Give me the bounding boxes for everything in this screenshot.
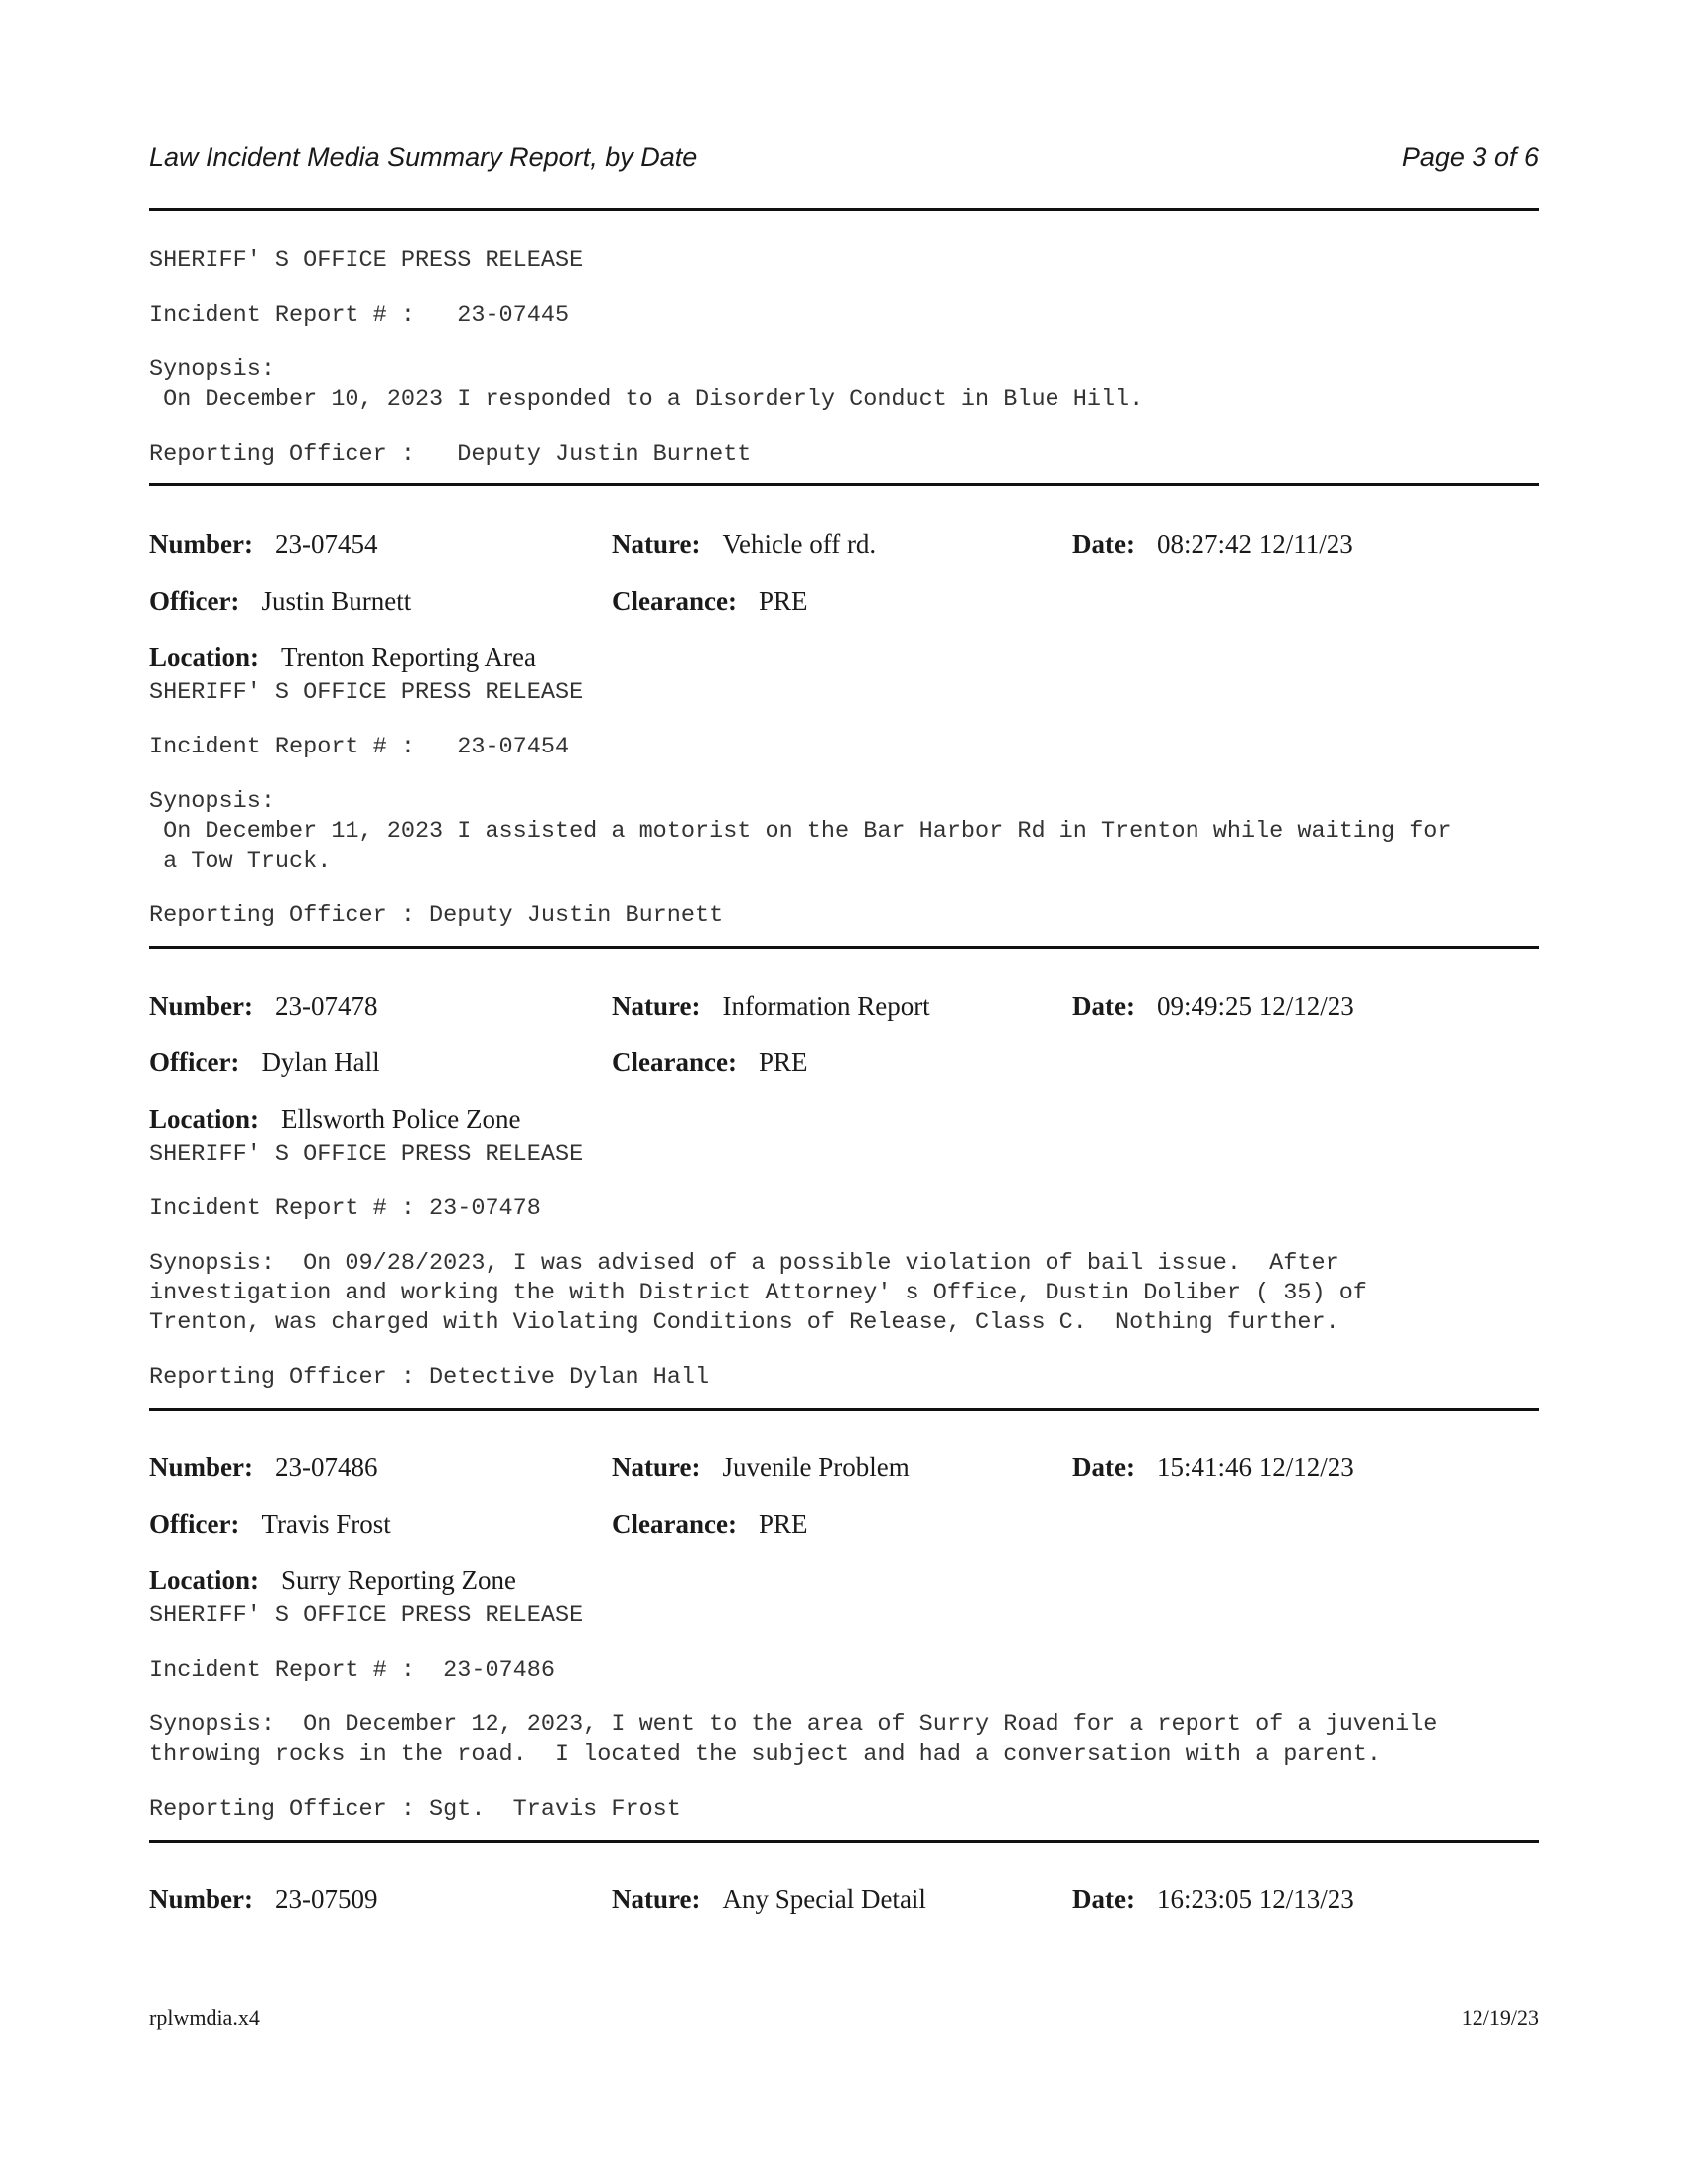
press-release-heading: SHERIFF' S OFFICE PRESS RELEASE	[149, 1141, 584, 1167]
record-date: Date: 08:27:42 12/11/23	[1072, 529, 1353, 559]
synopsis-text: Synopsis: On December 12, 2023, I went to the area of Surry Road for a report of a juvenile throwing rocks in the road. I located the subject and had a conversation with a parent.	[149, 1711, 1438, 1768]
reporting-officer: Reporting Officer : Detective Dylan Hall	[149, 1364, 710, 1391]
record-clearance: Clearance: PRE	[612, 586, 808, 615]
report-title: Law Incident Media Summary Report, by Date	[149, 142, 698, 172]
divider	[149, 483, 1539, 486]
incident-report-number: Incident Report # : 23-07445	[149, 302, 570, 329]
record-number: Number: 23-07478	[149, 991, 378, 1021]
record-nature: Nature: Juvenile Problem	[612, 1452, 910, 1482]
incident-report-number: Incident Report # : 23-07454	[149, 734, 570, 760]
record-officer: Officer: Justin Burnett	[149, 586, 412, 615]
footer-print-date: 12/19/23	[1461, 2005, 1539, 2030]
record-date: Date: 15:41:46 12/12/23	[1072, 1452, 1354, 1482]
record-clearance: Clearance: PRE	[612, 1047, 808, 1077]
reporting-officer: Reporting Officer : Deputy Justin Burnett	[149, 441, 752, 468]
record-number: Number: 23-07509	[149, 1884, 378, 1914]
record-clearance: Clearance: PRE	[612, 1509, 808, 1539]
record-number: Number: 23-07486	[149, 1452, 378, 1482]
divider	[149, 1840, 1539, 1843]
record-nature: Nature: Information Report	[612, 991, 930, 1021]
synopsis-text: Synopsis: On December 11, 2023 I assisted a motorist on the Bar Harbor Rd in Trenton while waiting for a Tow Truck.	[149, 788, 1452, 875]
divider	[149, 1408, 1539, 1411]
record-number: Number: 23-07454	[149, 529, 378, 559]
footer-report-code: rplwmdia.x4	[149, 2005, 260, 2030]
record-location: Location: Trenton Reporting Area	[149, 642, 536, 672]
record-location: Location: Surry Reporting Zone	[149, 1566, 516, 1595]
press-release-heading: SHERIFF' S OFFICE PRESS RELEASE	[149, 247, 584, 274]
record-location: Location: Ellsworth Police Zone	[149, 1104, 521, 1134]
incident-report-number: Incident Report # : 23-07478	[149, 1195, 541, 1222]
press-release-heading: SHERIFF' S OFFICE PRESS RELEASE	[149, 679, 584, 706]
page-indicator: Page 3 of 6	[1401, 142, 1539, 172]
reporting-officer: Reporting Officer : Deputy Justin Burnett	[149, 902, 724, 929]
record-nature: Nature: Any Special Detail	[612, 1884, 926, 1914]
reporting-officer: Reporting Officer : Sgt. Travis Frost	[149, 1796, 681, 1823]
record-date: Date: 16:23:05 12/13/23	[1072, 1884, 1354, 1914]
synopsis-text: Synopsis: On 09/28/2023, I was advised of a possible violation of bail issue. After investigation and working the with District Attorney' s Office, Dustin Doliber ( 35) of Trenton, was charged with Violating Conditions of Release, Class C. Nothing further.	[149, 1250, 1367, 1336]
page-header	[149, 142, 1539, 182]
divider	[149, 946, 1539, 949]
incident-report-number: Incident Report # : 23-07486	[149, 1657, 555, 1684]
press-release-heading: SHERIFF' S OFFICE PRESS RELEASE	[149, 1602, 584, 1629]
record-nature: Nature: Vehicle off rd.	[612, 529, 877, 559]
synopsis-text: On December 10, 2023 I responded to a Disorderly Conduct in Blue Hill.	[149, 386, 1144, 413]
record-date: Date: 09:49:25 12/12/23	[1072, 991, 1354, 1021]
divider	[149, 208, 1539, 211]
record-officer: Officer: Dylan Hall	[149, 1047, 380, 1077]
synopsis-label: Synopsis:	[149, 356, 275, 383]
record-officer: Officer: Travis Frost	[149, 1509, 391, 1539]
